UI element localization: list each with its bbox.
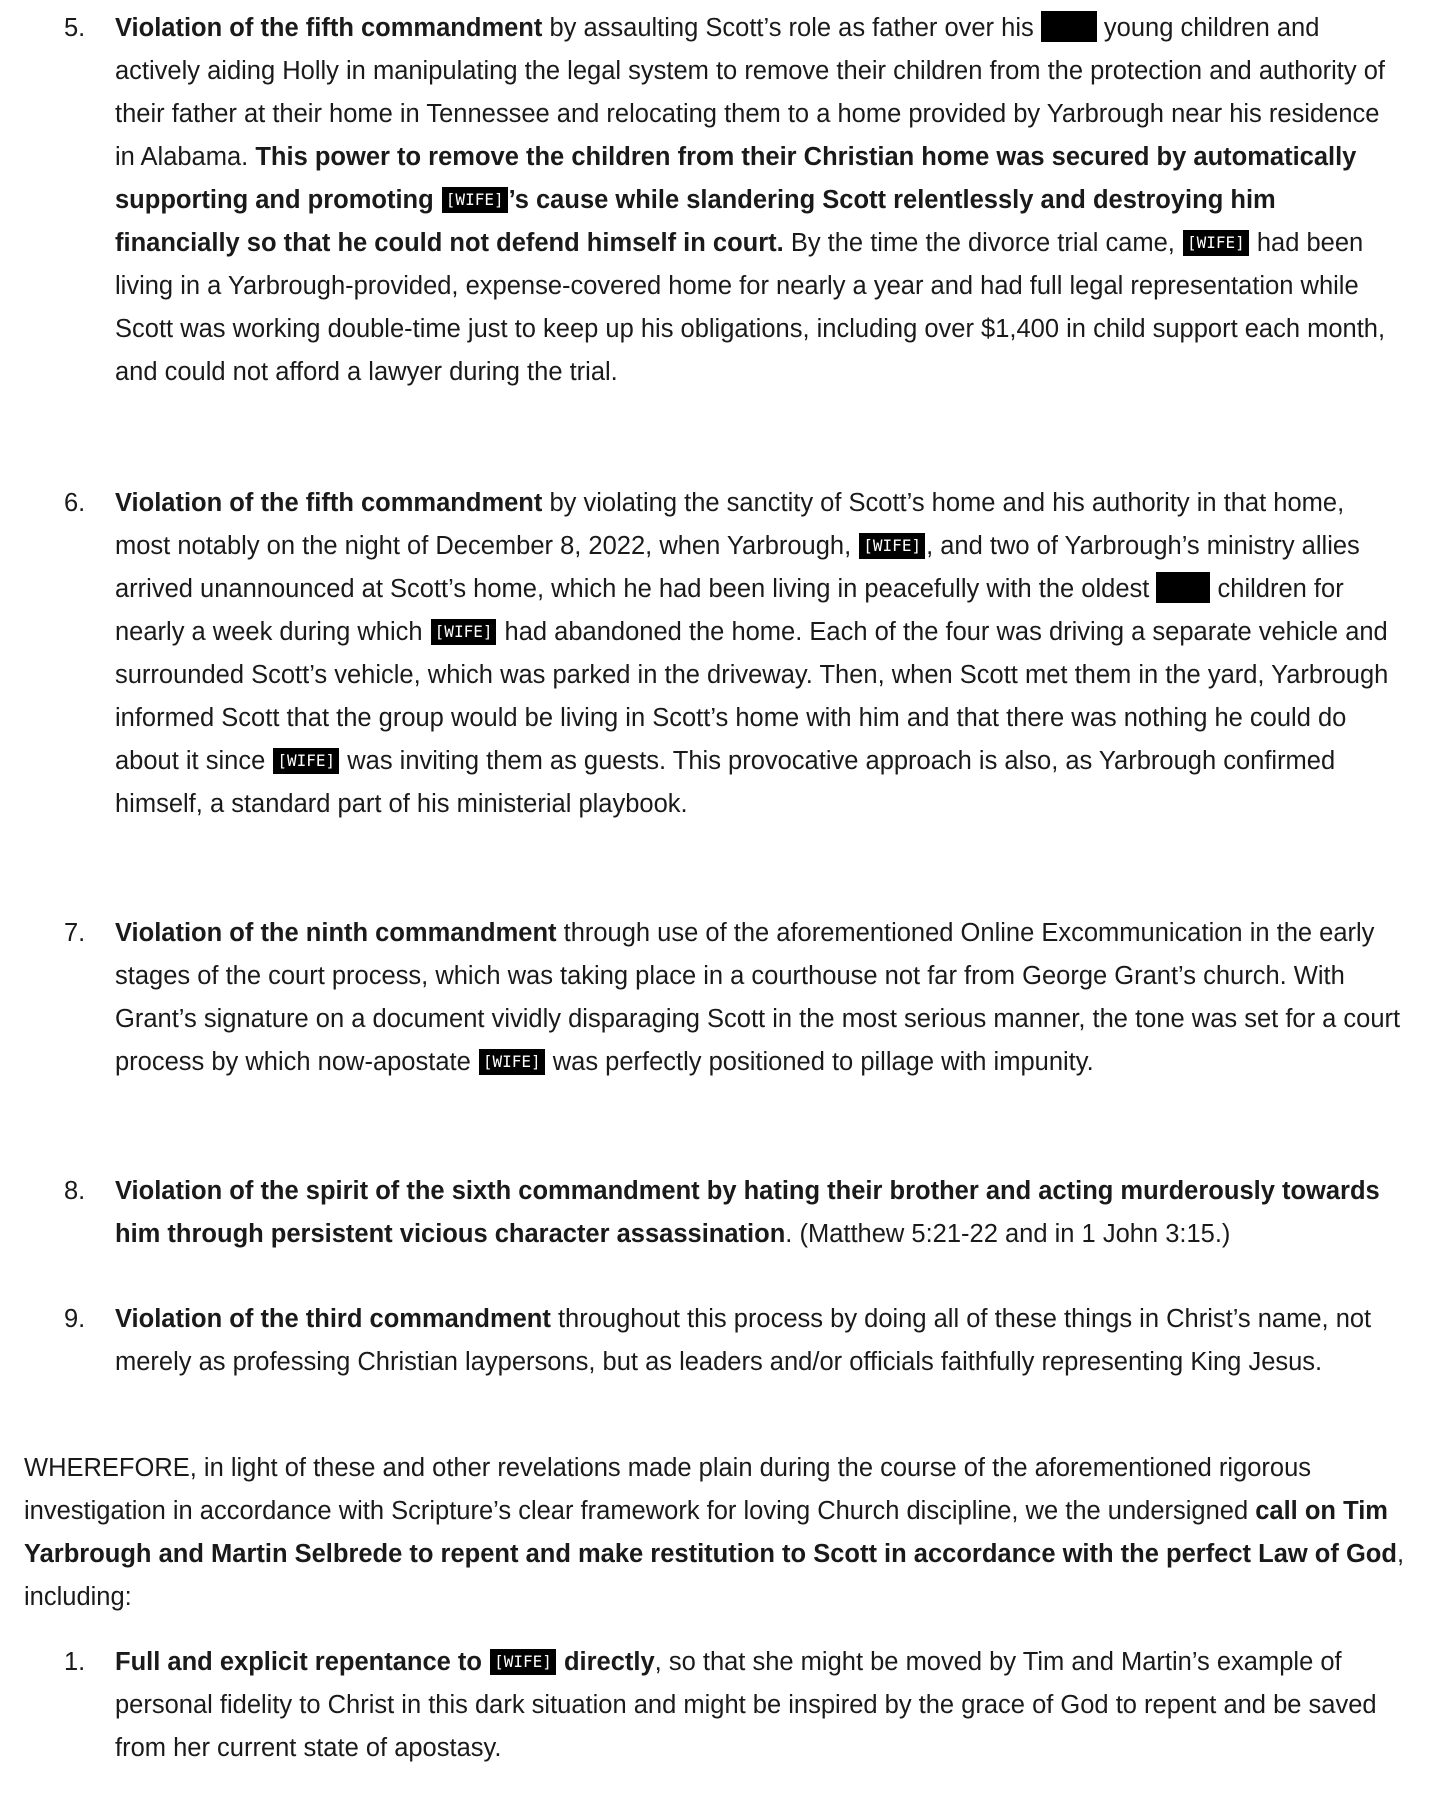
- restitution-item-1: [64, 1641, 1404, 1770]
- list-item-7: [64, 912, 1404, 1084]
- item-heading: Violation of the third commandment: [115, 1305, 551, 1333]
- wife-tag: [WIFE]: [1183, 230, 1249, 256]
- item-text: Violation of the spirit of the sixth commandment by hating their brother and acting murderously towards him through persistent vicious character assassination. (Matthew 5:21-22 and in 1 John 3:15.): [115, 1177, 1380, 1248]
- item-text: Full and explicit repentance to [WIFE] directly, so that she might be moved by Tim and Martin’s example of personal fidelity to Christ in this dark situation and might be inspired by the grace of God to repent and be saved from her current state of apostasy.: [115, 1648, 1377, 1762]
- redaction-block: [1041, 11, 1097, 42]
- list-item-5: [64, 7, 1404, 394]
- item-heading: Full and explicit repentance to: [115, 1648, 490, 1676]
- list-item-8: [64, 1170, 1404, 1256]
- wife-tag: [WIFE]: [442, 187, 508, 213]
- list-item-9: [64, 1298, 1404, 1384]
- call-to-repent: call on Tim Yarbrough and Martin Selbrede to repent and make restitution to Scott in accordance with the perfect Law of God: [24, 1497, 1397, 1568]
- item-number: 8.: [64, 1177, 86, 1205]
- item-text: Violation of the fifth commandment by violating the sanctity of Scott’s home and his authority in that home, most notably on the night of December 8, 2022, when Yarbrough, [WIFE] , and two of Yarbrough’s ministry allies arrived unannounced at Scott’s home, which he had been living in peacefully with the oldest children for nearly a week during which [WIFE] had abandoned the home. Each of the four was driving a separate vehicle and surrounded Scott’s vehicle, which was parked in the driveway. Then, when Scott met them in the yard, Yarbrough informed Scott that the group would be living in Scott’s home with him and that there was nothing he could do about it since [WIFE] was inviting them as guests. This provocative approach is also, as Yarbrough confirmed himself, a standard part of his ministerial playbook.: [115, 489, 1389, 818]
- item-text: Violation of the fifth commandment by assaulting Scott’s role as father over his young children and actively aiding Holly in manipulating the legal system to remove their children from the protection and authority of their father at their home in Tennessee and relocating them to a home provided by Yarbrough near his residence in Alabama. This power to remove the children from their Christian home was secured by automatically supporting and promoting [WIFE] ’s cause while slandering Scott relentlessly and destroying him financially so that he could not defend himself in court. By the time the divorce trial came, [WIFE] had been living in a Yarbrough-provided, expense-covered home for nearly a year and had full legal representation while Scott was working double-time just to keep up his obligations, including over $1,400 in child support each month, and could not afford a lawyer during the trial.: [115, 7, 1404, 394]
- item-number: 7.: [64, 919, 86, 947]
- wife-tag: [WIFE]: [479, 1049, 545, 1075]
- item-text: Violation of the third commandment throughout this process by doing all of these things in Christ’s name, not merely as professing Christian laypersons, but as leaders and/or officials faithfully representing King Jesus.: [115, 1305, 1372, 1376]
- item-heading: Violation of the ninth commandment: [115, 919, 557, 947]
- redaction-block: [1156, 572, 1210, 603]
- item-number: 6.: [64, 489, 86, 517]
- wife-tag: [WIFE]: [490, 1649, 556, 1675]
- wife-tag: [WIFE]: [859, 533, 925, 559]
- wife-tag: [WIFE]: [431, 619, 497, 645]
- item-heading: Violation of the fifth commandment: [115, 489, 543, 517]
- item-number: 1.: [64, 1648, 86, 1676]
- wife-tag: [WIFE]: [273, 748, 339, 774]
- item-number: 5.: [64, 14, 86, 42]
- item-heading: Violation of the spirit of the sixth commandment by hating their brother and acting murderously towards him through persistent vicious character assassination: [115, 1177, 1380, 1248]
- item-heading: Violation of the fifth commandment: [115, 14, 543, 42]
- list-item-6: [64, 482, 1404, 826]
- item-text: Violation of the ninth commandment through use of the aforementioned Online Excommunication in the early stages of the court process, which was taking place in a courthouse not far from George Grant’s church. With Grant’s signature on a document vividly disparaging Scott in the most serious manner, the tone was set for a court process by which now-apostate [WIFE] was perfectly positioned to pillage with impunity.: [115, 919, 1401, 1076]
- wherefore-paragraph: WHEREFORE, in light of these and other revelations made plain during the course of the aforementioned rigorous investigation in accordance with Scripture’s clear framework for loving Church discipline, we the undersigned call on Tim Yarbrough and Martin Selbrede to repent and make restitution to Scott in accordance with the perfect Law of God, including:: [24, 1454, 1405, 1611]
- item-number: 9.: [64, 1305, 86, 1333]
